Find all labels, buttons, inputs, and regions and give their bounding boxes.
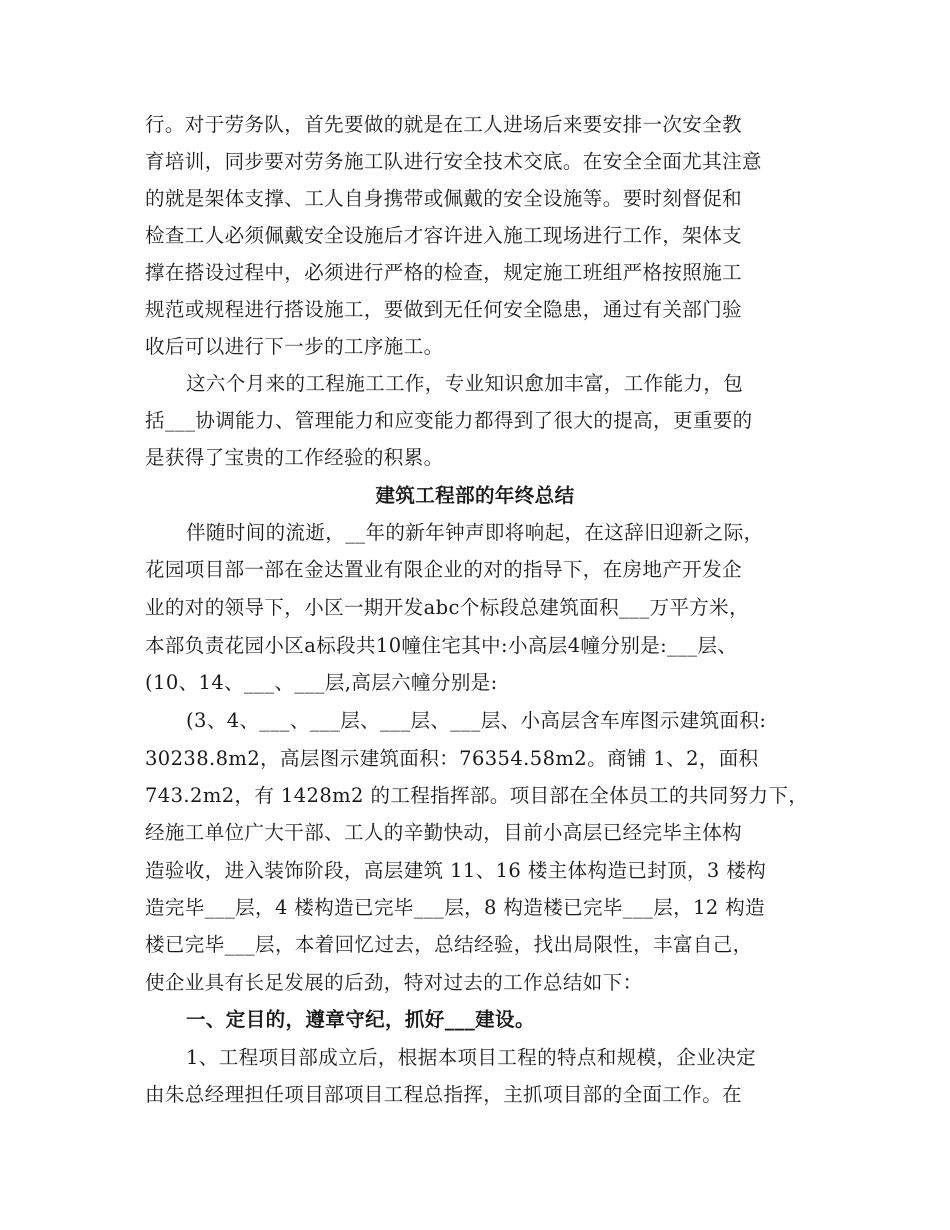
text-line: (10、14、___、___层,高层六幢分别是: — [145, 671, 498, 694]
section-heading: 一、定目的，遵章守纪，抓好___建设。 — [186, 1008, 535, 1031]
text-line: 规范或规程进行搭设施工，要做到无任何安全隐患，通过有关部门验 — [145, 298, 743, 321]
text-line: (3、4、___、___层、___层、___层、小高层含车库图示建筑面积: — [186, 709, 767, 732]
text-line: 收后可以进行下一步的工序施工。 — [145, 335, 444, 358]
document-title: 建筑工程部的年终总结 — [375, 484, 575, 507]
text-line: 本部负责花园小区a标段共10幢住宅其中:小高层4幢分别是:___层、 — [145, 634, 738, 657]
text-line: 伴随时间的流逝，__年的新年钟声即将响起，在这辞旧迎新之际， — [186, 521, 764, 544]
text-line: 造完毕___层，4 楼构造已完毕___层，8 构造楼已完毕___层，12 构造 — [145, 896, 766, 919]
text-line: 这六个月来的工程施工工作，专业知识愈加丰富，工作能力，包 — [186, 372, 744, 395]
text-line: 撑在搭设过程中，必须进行严格的检查，规定施工班组严格按照施工 — [145, 261, 743, 284]
text-line: 括___协调能力、管理能力和应变能力都得到了很大的提高，更重要的 — [145, 409, 753, 432]
text-line: 检查工人必须佩戴安全设施后才容许进入施工现场进行工作，架体支 — [145, 224, 743, 247]
text-line: 业的对的领导下，小区一期开发abc个标段总建筑面积___万平方米， — [145, 596, 749, 619]
text-line: 花园项目部一部在金达置业有限企业的对的指导下，在房地产开发企 — [145, 558, 743, 581]
text-line: 使企业具有长足发展的后劲，特对过去的工作总结如下： — [145, 971, 643, 994]
text-line: 由朱总经理担任项目部项目工程总指挥，主抓项目部的全面工作。在 — [145, 1083, 743, 1106]
text-line: 经施工单位广大干部、工人的辛勤快动，目前小高层已经完毕主体构 — [145, 821, 743, 844]
text-line: 30238.8m2，高层图示建筑面积：76354.58m2。商铺 1、2，面积 — [145, 747, 759, 770]
text-line: 行。对于劳务队，首先要做的就是在工人进场后来要安排一次安全教 — [145, 113, 743, 136]
text-line: 造验收，进入装饰阶段，高层建筑 11、16 楼主体构造已封顶，3 楼构 — [145, 859, 767, 882]
text-line: 是获得了宝贵的工作经验的积累。 — [145, 446, 444, 469]
text-line: 743.2m2，有 1428m2 的工程指挥部。项目部在全体员工的共同努力下， — [145, 784, 809, 807]
text-line: 育培训，同步要对劳务施工队进行安全技术交底。在安全全面尤其注意 — [145, 150, 762, 173]
text-line: 的就是架体支撑、工人自身携带或佩戴的安全设施等。要时刻督促和 — [145, 187, 743, 210]
text-line: 1、工程项目部成立后，根据本项目工程的特点和规模，企业决定 — [186, 1046, 757, 1069]
text-line: 楼已完毕___层，本着回忆过去，总结经验，找出局限性，丰富自己， — [145, 933, 753, 956]
